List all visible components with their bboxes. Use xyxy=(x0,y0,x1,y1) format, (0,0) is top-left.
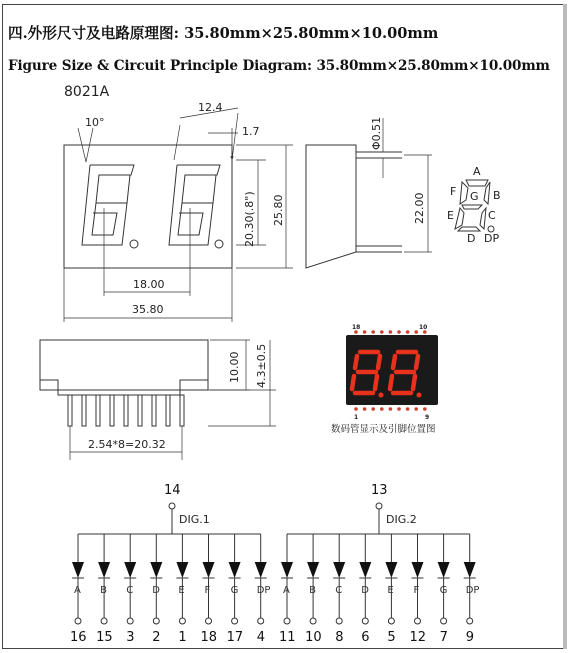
photo-pin-dot xyxy=(380,330,384,334)
pin-terminal xyxy=(232,618,238,624)
pin-number: 10 xyxy=(305,630,322,645)
segment-key xyxy=(447,165,501,245)
segment-led-f xyxy=(410,534,427,645)
circuit-digit-1 xyxy=(70,483,270,645)
segment-label: D xyxy=(152,585,161,596)
bottom-pin xyxy=(82,395,86,426)
photo-pin-dot xyxy=(363,407,367,411)
seg-key-c: C xyxy=(488,209,496,222)
pin-terminal xyxy=(310,618,316,624)
segment-led-c xyxy=(124,534,136,645)
photo-pin-dot xyxy=(414,407,418,411)
pin-number: 2 xyxy=(152,630,161,645)
bottom-pin xyxy=(110,395,114,426)
bottom-pin xyxy=(68,395,72,426)
front-view xyxy=(64,101,293,322)
segment-label: F xyxy=(204,585,211,596)
bottom-pin xyxy=(96,395,100,426)
pin-number: 6 xyxy=(361,630,370,645)
segment-label: A xyxy=(74,585,81,596)
pin-terminal xyxy=(127,618,133,624)
dim-digit-pitch: 12.4 xyxy=(198,101,223,114)
pin-number: 12 xyxy=(409,630,427,645)
photo-pin-dot xyxy=(414,330,418,334)
pin-terminal xyxy=(258,618,264,624)
segment-label: E xyxy=(387,585,394,596)
photo-pin-dot xyxy=(363,330,367,334)
dim-pin-len: 22.00 xyxy=(413,192,426,224)
segment-label: B xyxy=(309,585,316,596)
bottom-pin xyxy=(180,395,184,426)
pin-number: 4 xyxy=(256,630,265,645)
photo-caption: 数码管显示及引脚位置图 xyxy=(331,424,436,435)
seg-key-d: D xyxy=(467,232,476,245)
pin-number: 7 xyxy=(439,630,448,645)
pin-terminal xyxy=(101,618,107,624)
title-chinese: 四.外形尺寸及电路原理图: 35.80mm×25.80mm×10.00mm xyxy=(8,25,439,42)
photo-pin-dot xyxy=(406,330,410,334)
dim-pin-depth: 4.3±0.5 xyxy=(255,343,268,388)
pin-terminal xyxy=(153,618,159,624)
dim-digit-spacing: 18.00 xyxy=(133,278,165,291)
segment-label: DP xyxy=(256,585,271,596)
segment-led-b xyxy=(305,534,322,645)
segment-led-dp xyxy=(255,534,271,645)
pin-number: 18 xyxy=(200,630,218,645)
photo-pin-dot xyxy=(397,330,401,334)
segment-led-b xyxy=(96,534,113,645)
photo-pin-dot xyxy=(371,330,375,334)
pin-terminal xyxy=(179,618,185,624)
segment-label: D xyxy=(361,585,370,596)
segment-label: DP xyxy=(465,585,480,596)
dim-depth: 10.00 xyxy=(228,351,241,383)
seg-key-b: B xyxy=(493,189,501,202)
pin-terminal xyxy=(467,618,473,624)
diode-symbol xyxy=(72,562,84,578)
common-pin-number: 14 xyxy=(164,483,181,498)
dim-seg-width: 1.7 xyxy=(242,125,260,138)
diode-symbol xyxy=(203,562,215,578)
bottom-view xyxy=(40,340,276,460)
pin-number: 15 xyxy=(96,630,113,645)
pin-terminal xyxy=(415,618,421,624)
pin-number: 9 xyxy=(465,630,474,645)
diode-symbol xyxy=(255,562,267,578)
pin-number: 11 xyxy=(279,630,296,645)
pin-number: 3 xyxy=(126,630,135,645)
photo-pin-dot xyxy=(389,407,393,411)
dim-pin-pitch: 2.54*8=20.32 xyxy=(88,438,166,451)
diode-symbol xyxy=(150,562,162,578)
segment-label: E xyxy=(178,585,185,596)
segment-led-f xyxy=(201,534,218,645)
circuit-diagram xyxy=(70,483,479,645)
segment-led-e xyxy=(385,534,397,645)
display-photo xyxy=(331,324,438,435)
diode-symbol xyxy=(438,562,450,578)
diode-symbol xyxy=(229,562,241,578)
digit-label: DIG.1 xyxy=(179,513,210,526)
pin-number: 17 xyxy=(226,630,244,645)
photo-pin-9: 9 xyxy=(425,414,430,421)
photo-pin-18: 18 xyxy=(352,324,361,331)
diode-symbol xyxy=(359,562,371,578)
photo-pin-dot xyxy=(380,407,384,411)
circuit-digit-2 xyxy=(279,483,479,645)
segment-label: G xyxy=(230,585,239,596)
segment-led-d xyxy=(150,534,162,645)
pin-number: 8 xyxy=(335,630,344,645)
segment-led-c xyxy=(333,534,345,645)
segment-led-g xyxy=(438,534,450,645)
photo-pin-dot xyxy=(406,407,410,411)
model-label: 8021A xyxy=(64,84,110,100)
seg-key-g: G xyxy=(470,190,479,203)
segment-led-g xyxy=(227,534,244,645)
diode-symbol xyxy=(385,562,397,578)
diode-symbol xyxy=(176,562,188,578)
bottom-pin xyxy=(152,395,156,426)
dim-width: 35.80 xyxy=(132,303,164,316)
photo-pin-dot xyxy=(371,407,375,411)
dim-angle: 10° xyxy=(85,116,105,129)
title-english: Figure Size & Circuit Principle Diagram: 35.80mm×25.80mm×10.00mm xyxy=(8,58,550,74)
segment-label: B xyxy=(100,585,107,596)
bottom-pin xyxy=(166,395,170,426)
pin-terminal xyxy=(388,618,394,624)
common-pin-number: 13 xyxy=(371,483,388,498)
seg-key-f: F xyxy=(450,185,457,198)
diode-symbol xyxy=(412,562,424,578)
diode-symbol xyxy=(464,562,476,578)
diode-symbol xyxy=(124,562,136,578)
photo-pin-dot xyxy=(423,407,427,411)
digit-label: DIG.2 xyxy=(386,513,417,526)
pin-number: 1 xyxy=(178,630,187,645)
diode-symbol xyxy=(98,562,110,578)
segment-led-dp xyxy=(464,534,480,645)
segment-label: A xyxy=(283,585,290,596)
segment-label: C xyxy=(335,585,343,596)
common-pin-terminal xyxy=(376,503,382,509)
bottom-pin xyxy=(124,395,128,426)
diode-symbol xyxy=(281,562,293,578)
pin-terminal xyxy=(284,618,290,624)
pin-terminal xyxy=(75,618,81,624)
front-digit-1 xyxy=(82,165,138,248)
photo-pin-dot xyxy=(389,330,393,334)
photo-pin-dot xyxy=(354,407,358,411)
pin-terminal xyxy=(362,618,368,624)
bottom-pin xyxy=(138,395,142,426)
segment-led-d xyxy=(359,534,371,645)
front-digit-2 xyxy=(169,165,223,248)
segment-label: F xyxy=(413,585,420,596)
dim-char-height: 20.30(.8") xyxy=(243,191,256,247)
segment-led-e xyxy=(176,534,188,645)
common-pin-terminal xyxy=(169,503,175,509)
photo-pin-dot xyxy=(397,407,401,411)
seg-key-e: E xyxy=(447,209,454,222)
dim-pin-dia: Φ0.51 xyxy=(370,116,383,150)
pin-terminal xyxy=(441,618,447,624)
side-view xyxy=(306,117,432,268)
pin-number: 16 xyxy=(70,630,87,645)
pin-number: 5 xyxy=(387,630,396,645)
pin-terminal xyxy=(206,618,212,624)
photo-pin-1: 1 xyxy=(354,414,359,421)
dim-height: 25.80 xyxy=(272,194,285,226)
segment-label: C xyxy=(126,585,134,596)
photo-pin-10: 10 xyxy=(419,324,428,331)
segment-led-a xyxy=(70,534,87,645)
segment-label: G xyxy=(439,585,448,596)
seg-key-dp: DP xyxy=(484,232,500,245)
diode-symbol xyxy=(307,562,319,578)
pin-terminal xyxy=(336,618,342,624)
seg-key-a: A xyxy=(473,165,481,178)
segment-led-a xyxy=(279,534,296,645)
diode-symbol xyxy=(333,562,345,578)
